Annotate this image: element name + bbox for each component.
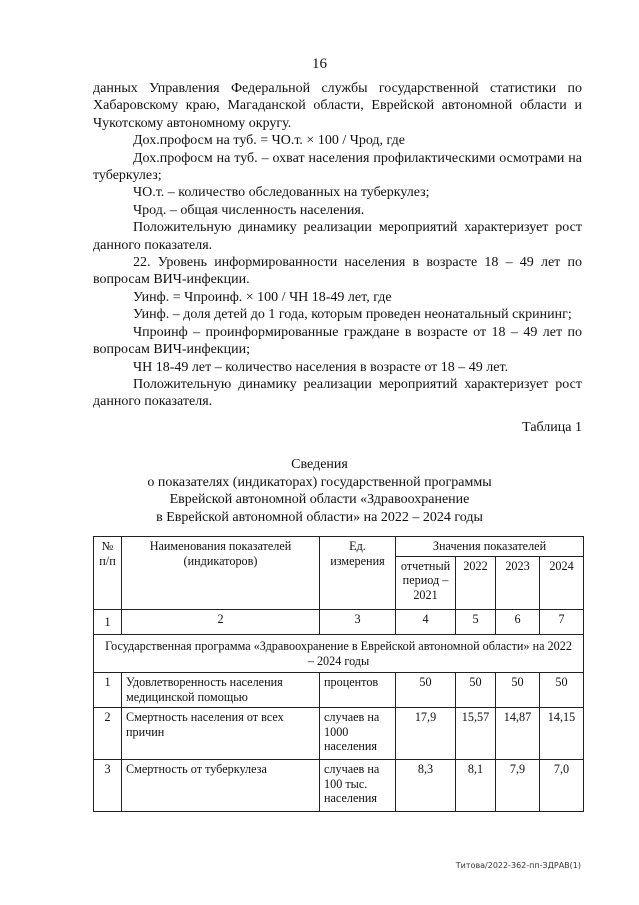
row-value: 50 — [456, 673, 496, 708]
paragraph: Дох.профосм на туб. = ЧО.т. × 100 / Чрод, где — [133, 133, 405, 149]
document-id-footer: Титова/2022-362-пп-ЗДРАВ(1) — [455, 861, 581, 870]
heading-line: Еврейской автономной области «Здравоохранение — [169, 492, 470, 508]
heading-line: в Еврейской автономной области» на 2022 – 2024 годы — [156, 509, 483, 525]
header-values-group: Значения показателей — [396, 537, 584, 557]
section-row — [94, 635, 584, 673]
table-row — [94, 708, 584, 760]
row-value: 8,3 — [396, 760, 456, 812]
row-name: Смертность от туберкулеза — [122, 760, 320, 812]
row-value: 50 — [540, 673, 584, 708]
row-unit: случаев на 1000 населения — [320, 708, 396, 760]
row-name: Смертность населения от всех причин — [122, 708, 320, 760]
row-num: 2 — [94, 708, 122, 760]
column-number-row — [94, 609, 584, 635]
header-year: 2024 — [540, 556, 584, 609]
row-value: 50 — [496, 673, 540, 708]
table-row — [94, 673, 584, 708]
col-number: 7 — [540, 609, 584, 635]
header-name: Наименования показателей (индикаторов) — [122, 537, 320, 610]
row-num: 1 — [94, 673, 122, 708]
body-text — [93, 80, 582, 411]
paragraph: Чрод. – общая численность населения. — [133, 202, 365, 218]
section-title: Государственная программа «Здравоохранение в Еврейской автономной области» на 2022 – 2024 годы — [94, 635, 584, 673]
table-label: Таблица 1 — [522, 420, 582, 435]
row-value: 7,9 — [496, 760, 540, 812]
header-year: отчетный период – 2021 — [396, 556, 456, 609]
heading-line: о показателях (индикаторах) государственной программы — [147, 474, 492, 490]
paragraph: Дох.профосм на туб. – охват населения профилактическими осмотрами на туберкулез; — [93, 150, 582, 184]
page-number: 16 — [312, 56, 327, 72]
table-heading — [0, 456, 639, 526]
row-value: 14,87 — [496, 708, 540, 760]
col-number: 1 — [94, 609, 122, 635]
table-header-row — [94, 537, 584, 557]
col-number: 2 — [122, 609, 320, 635]
header-unit: Ед. измерения — [320, 537, 396, 610]
col-number: 3 — [320, 609, 396, 635]
row-value: 14,15 — [540, 708, 584, 760]
paragraph: 22. Уровень информированности населения в возрасте 18 – 49 лет по вопросам ВИЧ-инфекции. — [93, 255, 582, 288]
row-value: 50 — [396, 673, 456, 708]
row-unit: процентов — [320, 673, 396, 708]
col-number: 6 — [496, 609, 540, 635]
paragraph: Положительную динамику реализации мероприятий характеризует рост данного показателя. — [93, 220, 582, 253]
header-year: 2023 — [496, 556, 540, 609]
row-value: 8,1 — [456, 760, 496, 812]
paragraph: Уинф. – доля детей до 1 года, которым проведен неонатальный скрининг; — [133, 307, 572, 323]
heading-line: Сведения — [291, 457, 348, 472]
paragraph: ЧН 18-49 лет – количество населения в возрасте от 18 – 49 лет. — [133, 359, 509, 375]
header-year: 2022 — [456, 556, 496, 609]
col-number: 4 — [396, 609, 456, 635]
paragraph: Уинф. = Чпроинф. × 100 / ЧН 18-49 лет, где — [133, 289, 392, 305]
table-row — [94, 760, 584, 812]
paragraph: Положительную динамику реализации мероприятий характеризует рост данного показателя. — [93, 376, 582, 410]
row-num: 3 — [94, 760, 122, 812]
header-num: № п/п — [94, 537, 122, 610]
paragraph: данных Управления Федеральной службы государственной статистики по Хабаровскому краю, Магаданской области, Еврейской автономной области и Чукотскому автономному округу. — [93, 81, 582, 131]
row-value: 7,0 — [540, 760, 584, 812]
paragraph: Чпроинф – проинформированные граждане в возрасте от 18 – 49 лет по вопросам ВИЧ-инфекции; — [93, 324, 582, 358]
paragraph: ЧО.т. – количество обследованных на туберкулез; — [133, 185, 430, 201]
row-value: 17,9 — [396, 708, 456, 760]
col-number: 5 — [456, 609, 496, 635]
row-unit: случаев на 100 тыс. населения — [320, 760, 396, 812]
row-name: Удовлетворенность населения медицинской помощью — [122, 673, 320, 708]
indicators-table — [93, 536, 584, 812]
row-value: 15,57 — [456, 708, 496, 760]
